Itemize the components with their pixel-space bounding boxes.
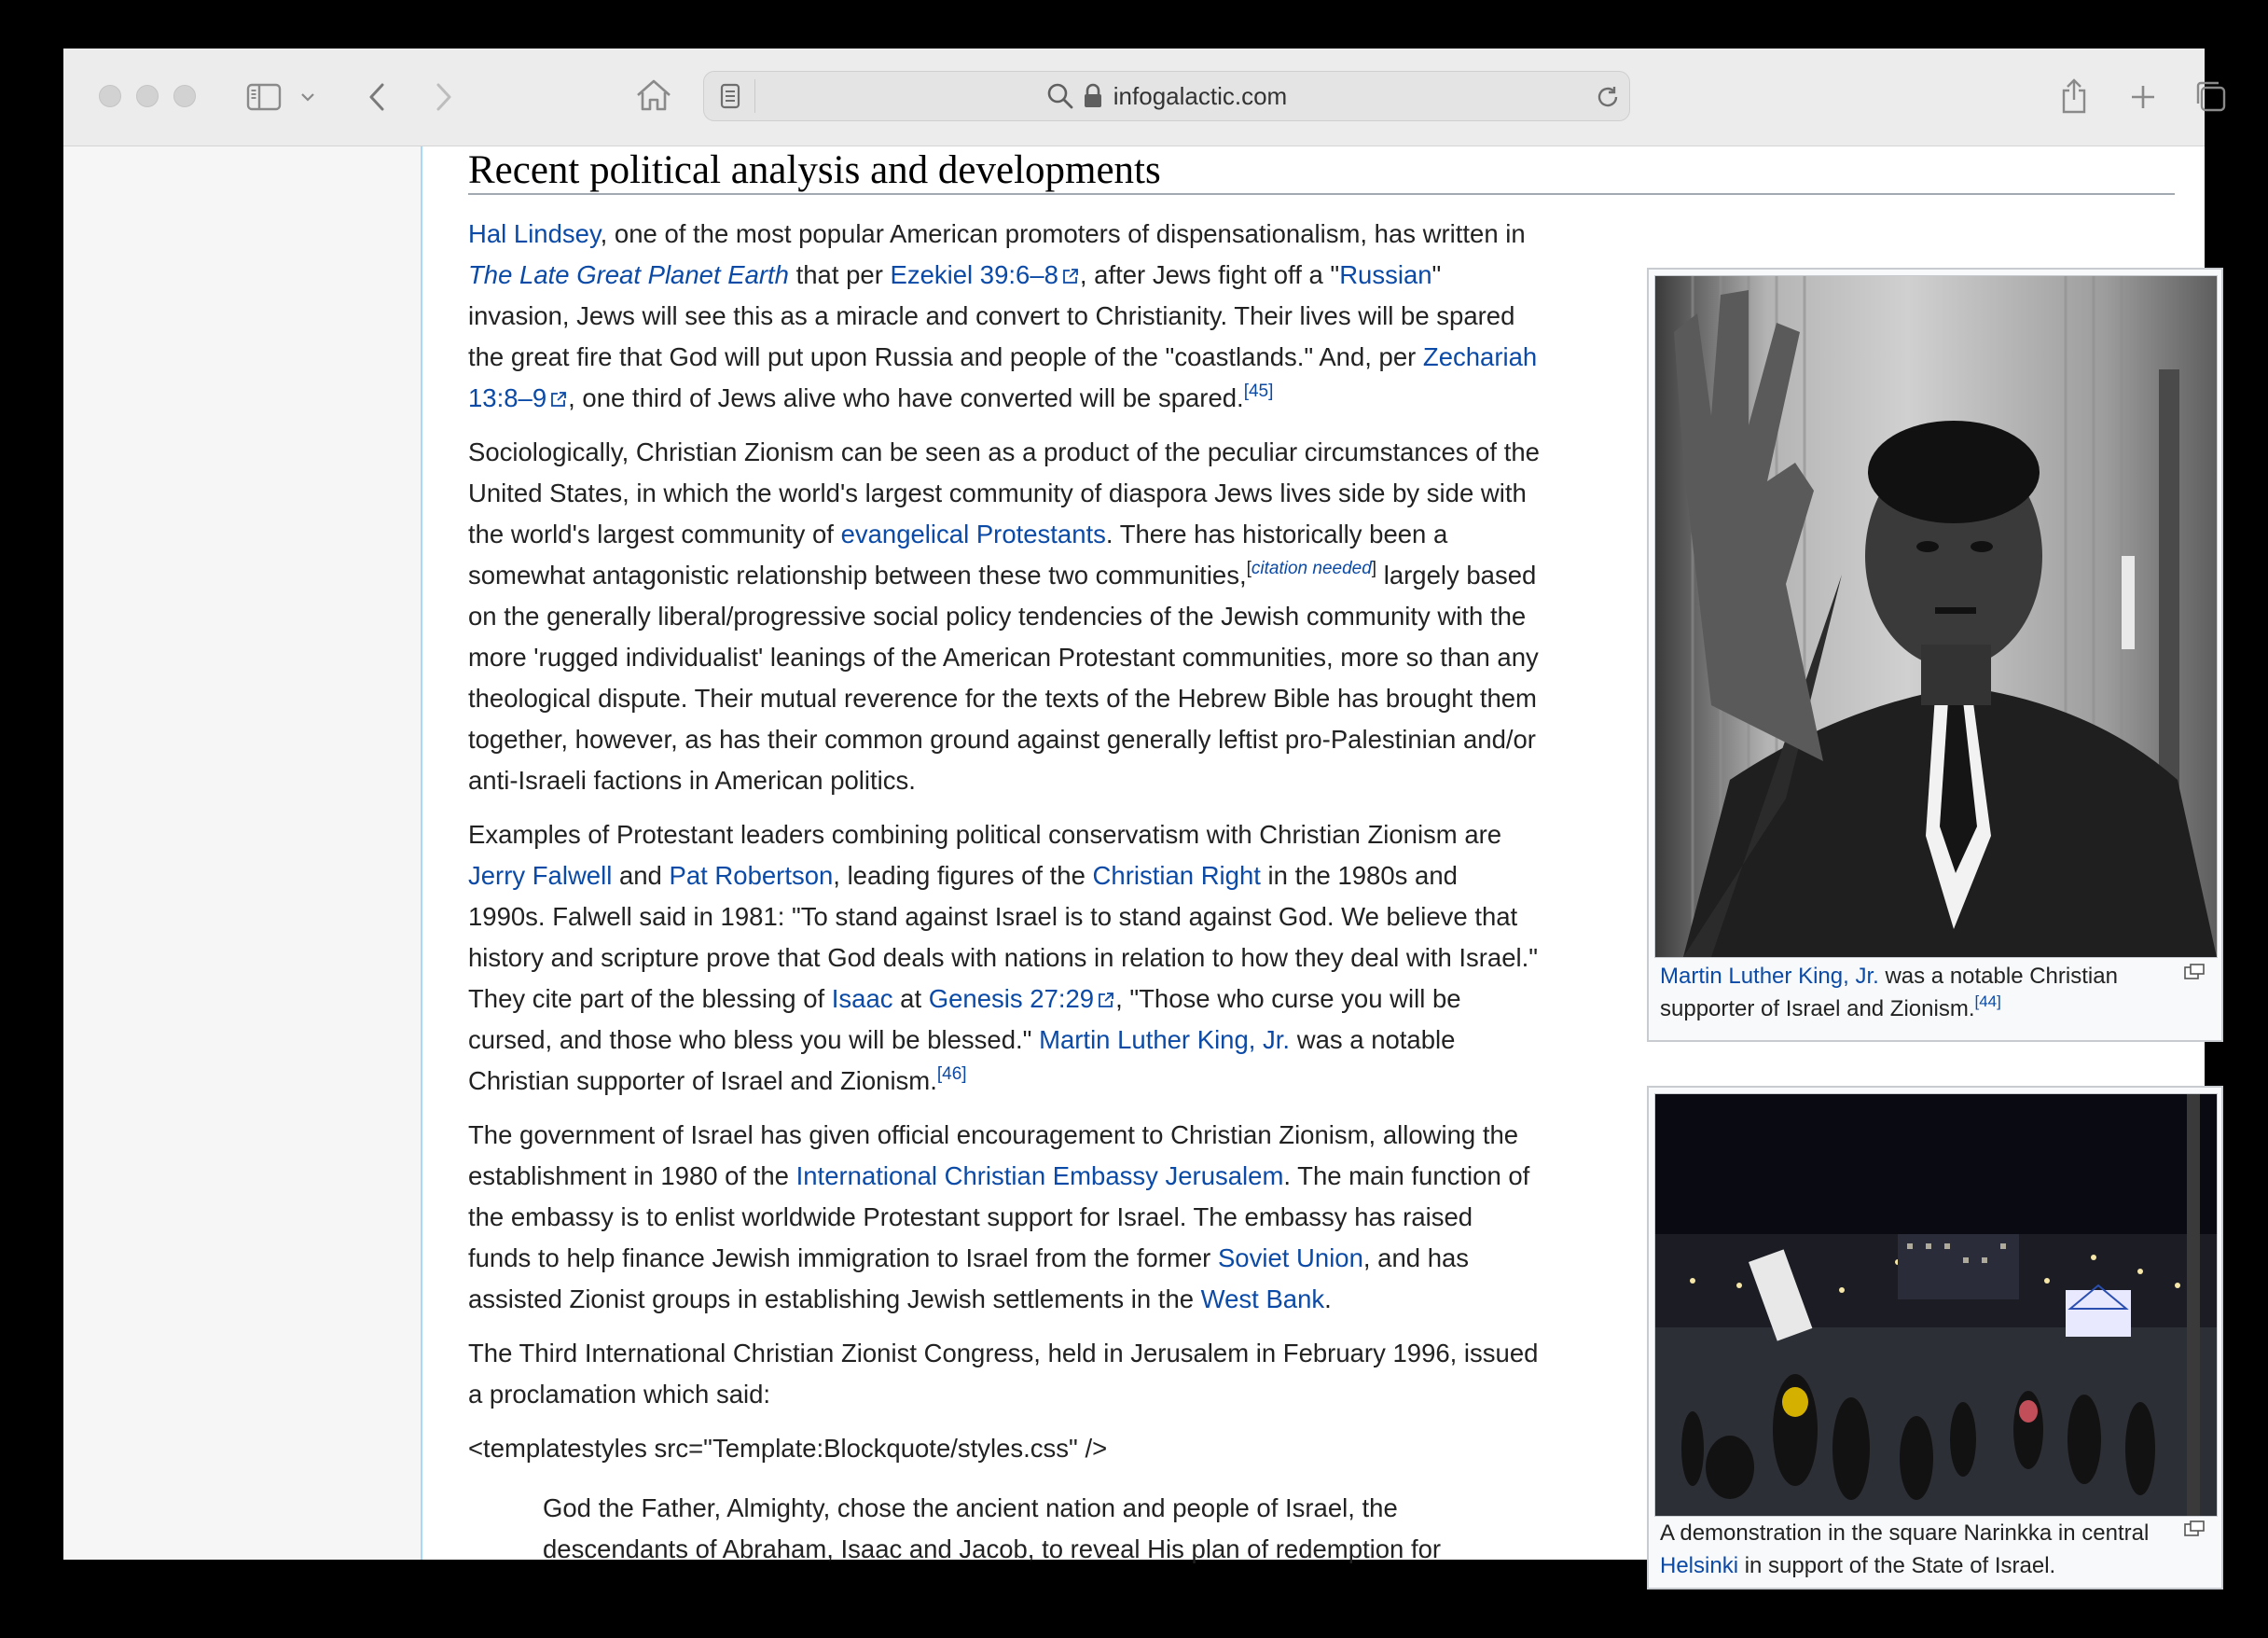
section-heading: Recent political analysis and developments — [468, 146, 2175, 195]
thumbnail-demonstration — [1647, 1086, 2223, 1589]
demonstration-photo-drawing — [1655, 1094, 2217, 1516]
book-title: The Late Great Planet Earth — [468, 260, 789, 289]
mlk-photo[interactable] — [1654, 275, 2218, 958]
link-late-great-planet-earth[interactable] — [468, 260, 789, 289]
address-bar[interactable] — [703, 71, 1630, 121]
browser-window — [63, 49, 2205, 1578]
link-jerry-falwell[interactable]: Jerry Falwell — [468, 861, 613, 890]
text: . — [1324, 1284, 1332, 1313]
link-christian-right[interactable]: Christian Right — [1092, 861, 1261, 890]
caption-text: A demonstration in the square Narinkka in central — [1660, 1520, 2150, 1546]
text: , "Those who curse you will be cursed, and those who bless you will be blessed." — [468, 984, 1461, 1054]
external-link-icon — [549, 390, 568, 409]
text: , and has assisted Zionist groups in establishing Jewish settlements in the — [468, 1243, 1470, 1313]
link-hal-lindsey[interactable]: Hal Lindsey — [468, 219, 601, 248]
mlk-photo-drawing — [1655, 276, 2217, 957]
text: and — [612, 861, 670, 890]
lock-icon — [1082, 83, 1104, 109]
caption-mlk — [1660, 960, 2182, 1025]
text: , after Jews fight off a " — [1079, 260, 1340, 289]
minimize-window-button[interactable] — [136, 85, 159, 107]
link-zechariah[interactable]: Zechariah 13:8–9 — [468, 342, 1538, 412]
citation-needed-link[interactable] — [1252, 559, 1372, 578]
bracket: ] — [1371, 559, 1377, 578]
reference-46[interactable] — [937, 1064, 967, 1084]
link-west-bank[interactable]: West Bank — [1200, 1284, 1325, 1313]
paragraph-3 — [468, 814, 1541, 1102]
tab-overview-icon[interactable] — [2192, 76, 2229, 116]
citation-needed — [1247, 559, 1376, 578]
link-soviet-union[interactable]: Soviet Union — [1217, 1243, 1363, 1272]
link-russian[interactable]: Russian — [1339, 260, 1432, 289]
browser-toolbar — [63, 49, 2205, 146]
reference-44[interactable]: [44] — [1974, 993, 2001, 1010]
zoom-window-button[interactable] — [173, 85, 196, 107]
external-link-icon — [1061, 267, 1080, 285]
paragraph-4 — [468, 1115, 1541, 1320]
link-genesis[interactable]: Genesis 27:29 — [928, 984, 1095, 1013]
back-button[interactable] — [360, 76, 394, 118]
text: . The main function of the embassy is to enlist worldwide Protestant support for Israel. The embassy has raised funds to help finance Jewish immigration to Israel from the former — [468, 1161, 1530, 1272]
external-link-icon — [1097, 991, 1115, 1009]
forward-button[interactable] — [427, 76, 461, 118]
chevron-down-icon[interactable] — [298, 88, 317, 106]
blockquote: God the Father, Almighty, chose the ancient nation and people of Israel, the descendants of Abraham, Isaac and Jacob, to reveal His plan of redemption for — [543, 1493, 1442, 1563]
text: " invasion, Jews will see this as a miracle and convert to Christianity. Their lives will be spared the great fire that God will put upon Russia and people of the "coastlands." And, per — [468, 260, 1515, 371]
reference-link[interactable]: [45] — [1243, 382, 1274, 401]
reference-link[interactable]: [46] — [936, 1064, 967, 1084]
caption-link-mlk[interactable]: Martin Luther King, Jr. — [1660, 964, 1879, 989]
link-isaac[interactable]: Isaac — [831, 984, 893, 1013]
caption-text: was a notable Christian supporter of Israel and Zionism. — [1660, 964, 2118, 1021]
paragraph-1 — [468, 214, 1541, 419]
bracket: [ — [1246, 559, 1252, 578]
sidebar-toggle-icon[interactable] — [244, 80, 284, 114]
text: largely based on the generally liberal/progressive social policy tendencies of the Jewish community with the more 'rugged individualist' leanings of the American Protestant communities, more so than any theological dispute. Their mutual reverence for the texts of the Hebrew Bible has brought them together, however, as has their common ground against generally leftist pro-Palestinian and/or anti-Israeli factions in American politics. — [468, 561, 1539, 795]
enlarge-icon[interactable] — [2184, 1520, 2205, 1537]
text: The government of Israel has given official encouragement to Christian Zionism, allowing the establishment in 1980 of the — [468, 1120, 1519, 1190]
text: . There has historically been a somewhat antagonistic relationship between these two communities, — [468, 520, 1448, 590]
reload-icon[interactable] — [1594, 83, 1622, 111]
article-body — [468, 214, 1541, 1570]
link-evangelical-protestants[interactable]: evangelical Protestants — [840, 520, 1106, 548]
link-ezekiel[interactable]: Ezekiel 39:6–8 — [890, 260, 1058, 289]
caption-link-helsinki[interactable]: Helsinki — [1660, 1553, 1739, 1578]
left-navigation-panel — [63, 146, 422, 1560]
url-display[interactable] — [704, 72, 1629, 120]
text: , one third of Jews alive who have converted will be spared. — [568, 383, 1244, 412]
citation-needed-text: citation needed — [1251, 559, 1372, 578]
link-pat-robertson[interactable]: Pat Robertson — [669, 861, 834, 890]
paragraph-5: The Third International Christian Zionist Congress, held in Jerusalem in February 1996, issued a proclamation which said: — [468, 1339, 1539, 1409]
thumbnail-mlk — [1647, 268, 2223, 1042]
url-text: infogalactic.com — [1113, 81, 1288, 110]
web-page — [63, 146, 2205, 1578]
text: , one of the most popular American promoters of dispensationalism, has written in — [600, 219, 1526, 248]
text: , leading figures of the — [833, 861, 1093, 890]
home-icon[interactable] — [632, 75, 675, 116]
text: was a notable Christian supporter of Israel and Zionism. — [468, 1025, 1456, 1095]
new-tab-icon[interactable] — [2124, 78, 2162, 116]
enlarge-icon[interactable] — [2184, 964, 2205, 980]
search-icon — [1046, 82, 1074, 110]
link-icej[interactable]: International Christian Embassy Jerusalem — [795, 1161, 1284, 1190]
demonstration-photo[interactable] — [1654, 1093, 2218, 1517]
text: in the 1980s and 1990s. Falwell said in 1981: "To stand against Israel is to stand against God. We believe that history and scripture prove that God deals with nations in relation to how they deal with Israel." They cite part of the blessing of — [468, 861, 1539, 1013]
text: Sociologically, Christian Zionism can be seen as a product of the peculiar circumstances of the United States, in which the world's largest community of diaspora Jews lives side by side with the world's largest community of — [468, 437, 1540, 548]
caption-demonstration — [1660, 1517, 2182, 1582]
text: at — [892, 984, 929, 1013]
text: Examples of Protestant leaders combining political conservatism with Christian Zionism are — [468, 820, 1502, 849]
link-martin-luther-king[interactable]: Martin Luther King, Jr. — [1039, 1025, 1291, 1054]
close-window-button[interactable] — [99, 85, 121, 107]
paragraph-2 — [468, 432, 1541, 801]
caption-text: in support of the State of Israel. — [1738, 1553, 2056, 1578]
reference-45[interactable] — [1244, 382, 1274, 401]
share-icon[interactable] — [2055, 75, 2093, 118]
paragraph-6: <templatestyles src="Template:Blockquote/styles.css" /> — [468, 1434, 1108, 1463]
text: that per — [788, 260, 891, 289]
content-border — [421, 146, 422, 1560]
